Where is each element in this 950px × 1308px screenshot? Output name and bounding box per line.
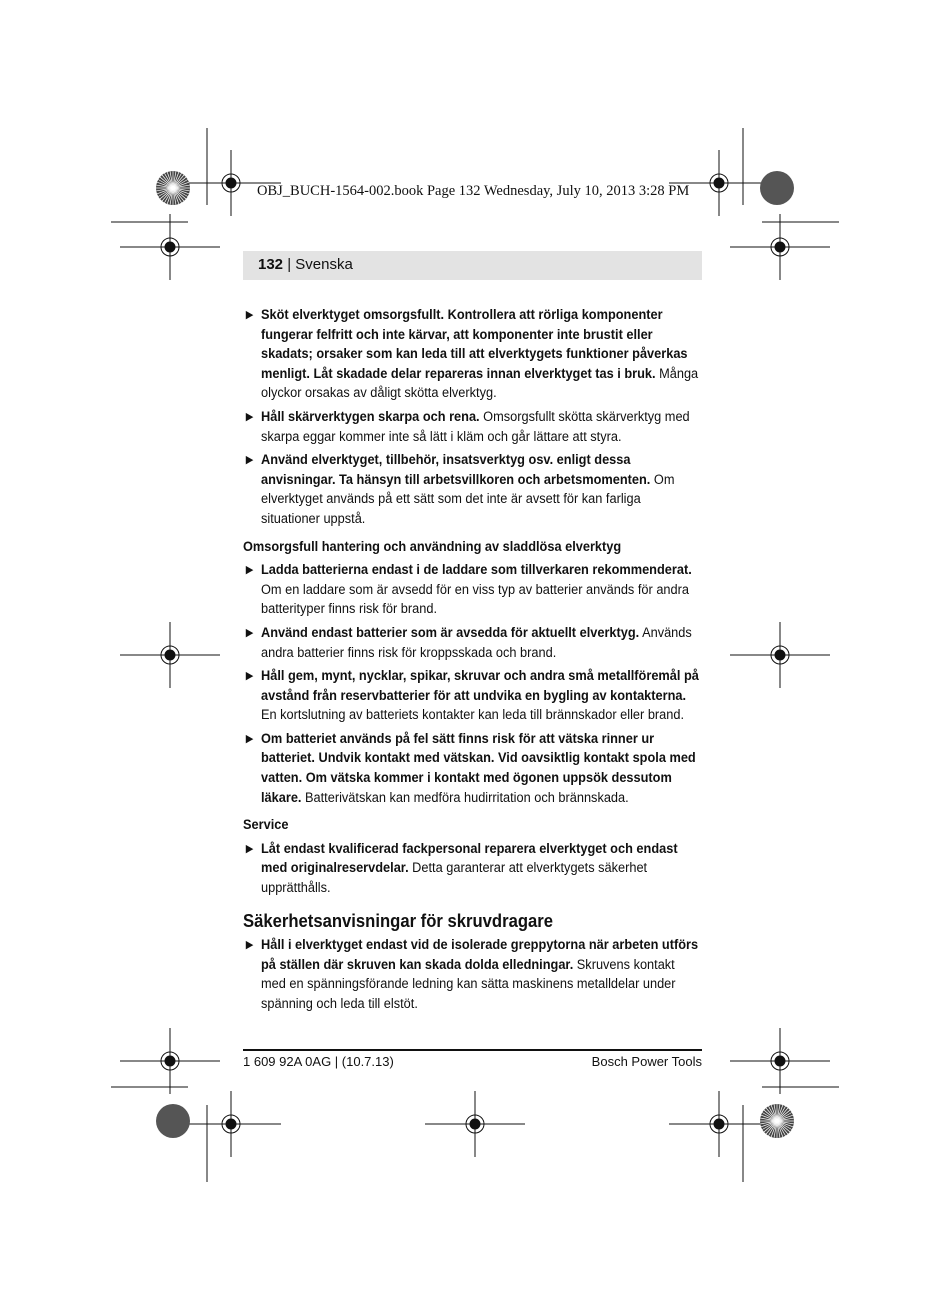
- list-item: [243, 451, 703, 529]
- bullet-arrow-icon: ▶: [245, 626, 254, 639]
- page-number: 132: [258, 256, 284, 273]
- list-battery-safety: [243, 561, 703, 808]
- footer-doc-number: 1 609 92A 0AG | (10.7.13): [243, 1054, 394, 1069]
- item-bold-text: Håll skärverktygen skarpa och rena.: [261, 408, 480, 425]
- item-bold-text: Håll gem, mynt, nycklar, spikar, skruvar och andra små metallföremål på avstånd från reservbatterier för att undvika en bygling av kontakterna.: [261, 668, 699, 704]
- list-item: [243, 730, 703, 808]
- item-bold-text: Använd elverktyget, tillbehör, insatsverktyg osv. enligt dessa anvisningar. Ta hänsyn till arbetsvillkoren och arbetsmomenten.: [261, 452, 651, 488]
- item-bold-text: Sköt elverktyget omsorgsfullt. Kontrollera att rörliga komponenter fungerar felfritt och inte kärvar, att komponenter inte brustit eller skadats; orsaker som kan leda till att elverktygets funktioner påverkas menligt. Låt skadade delar repareras innan elverktyget tas i bruk.: [261, 307, 688, 382]
- item-bold-text: Ladda batterierna endast i de laddare som tillverkaren rekommenderat.: [261, 562, 692, 579]
- page-body: [243, 306, 699, 1019]
- list-item: [243, 936, 703, 1014]
- bullet-arrow-icon: ▶: [245, 309, 254, 321]
- list-service: [243, 840, 703, 899]
- list-item: [243, 306, 703, 404]
- item-bold-text: Håll i elverktyget endast vid de isolerade greppytorna när arbeten utförs på ställen där skruven kan skada dolda elledningar.: [261, 937, 699, 973]
- item-normal-text: Detta garanterar att elverktygets säkerhet upprätthålls.: [261, 860, 648, 897]
- bullet-arrow-icon: ▶: [245, 454, 254, 467]
- item-normal-text: Om en laddare som är avsedd för en viss typ av batterier används för andra batterityper finns risk för brand.: [261, 581, 689, 618]
- language-label: | Svenska: [287, 256, 353, 273]
- list-item: [243, 408, 703, 447]
- item-normal-text: Skruvens kontakt med en spänningsförande ledning kan sätta maskinens metalldelar under spänning och leda till elstöt.: [261, 956, 676, 1012]
- item-bold-text: Använd endast batterier som är avsedda för aktuellt elverktyg.: [261, 624, 640, 641]
- list-item: [243, 624, 703, 663]
- item-normal-text: Används andra batterier finns risk för kroppsskada och brand.: [261, 624, 692, 661]
- item-normal-text: Många olyckor orsakas av dåligt skötta elverktyg.: [261, 365, 699, 402]
- bullet-arrow-icon: ▶: [245, 670, 254, 683]
- footer-brand: Bosch Power Tools: [591, 1054, 702, 1069]
- section-title: Säkerhetsanvisningar för skruvdragare: [243, 909, 554, 931]
- item-bold-text: Låt endast kvalificerad fackpersonal reparera elverktyget och endast med originalreservdelar.: [261, 840, 678, 877]
- bullet-arrow-icon: ▶: [245, 939, 254, 952]
- list-item: [243, 840, 703, 899]
- page-header: [243, 251, 702, 280]
- item-normal-text: Omsorgsfullt skötta skärverktyg med skarpa eggar kommer inte så lätt i kläm och går lättare att styra.: [261, 408, 690, 445]
- item-normal-text: Batterivätskan kan medföra hudirritation och brännskada.: [301, 789, 629, 806]
- subhead-service: Service: [243, 817, 289, 834]
- item-normal-text: Om elverktyget används på ett sätt som det inte är avsett för kan farliga situationer uppstå.: [261, 471, 675, 527]
- list-general-safety: [243, 306, 703, 530]
- bullet-arrow-icon: ▶: [245, 732, 254, 745]
- bullet-arrow-icon: ▶: [245, 842, 254, 855]
- list-screwdriver-safety: [243, 936, 703, 1014]
- item-normal-text: En kortslutning av batteriets kontakter kan leda till brännskador eller brand.: [261, 707, 685, 724]
- slug-line: OBJ_BUCH-1564-002.book Page 132 Wednesday, July 10, 2013 3:28 PM: [257, 183, 690, 199]
- item-bold-text: Om batteriet används på fel sätt finns risk för att vätska rinner ur batteriet. Undvik kontakt med vätskan. Vid oavsiktlig kontakt spola med vatten. Om vätska kommer i kontakt med ögonen uppsök dessutom läkare.: [261, 730, 696, 806]
- footer-rule: [243, 1049, 702, 1051]
- bullet-arrow-icon: ▶: [245, 410, 254, 423]
- bullet-arrow-icon: ▶: [245, 564, 254, 577]
- list-item: [243, 667, 703, 726]
- list-item: [243, 561, 703, 620]
- subhead-battery-tools: Omsorgsfull hantering och användning av sladdlösa elverktyg: [243, 538, 622, 555]
